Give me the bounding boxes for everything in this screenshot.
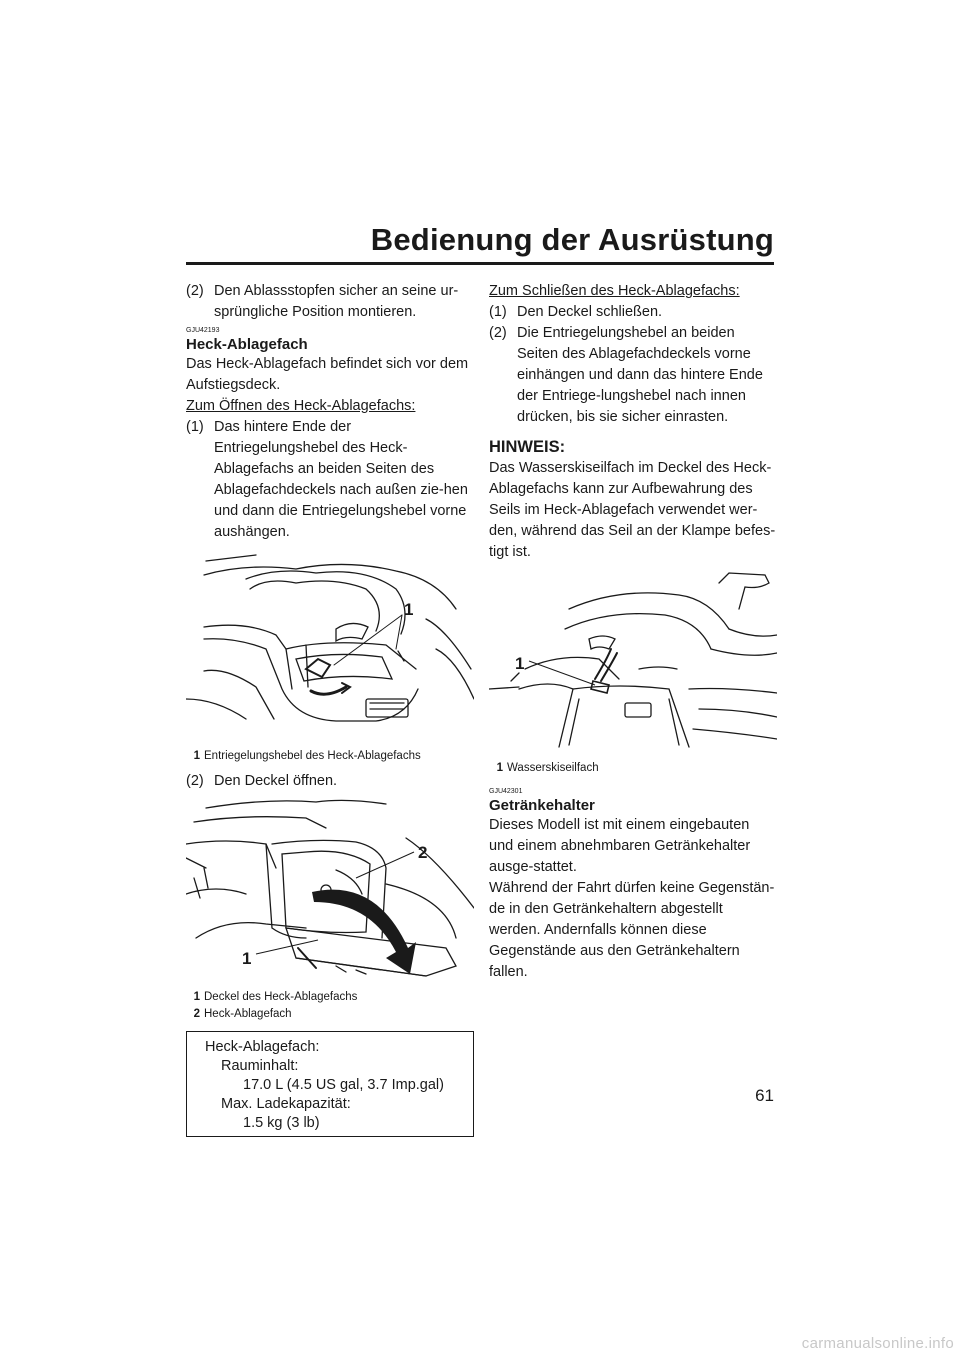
caption-number: 1 [496,762,503,774]
caption-number: 1 [193,750,200,762]
header-rule [186,262,774,265]
section-title-heck-ablagefach: Heck-Ablagefach [186,336,308,353]
callout-label: 1 [404,600,414,619]
illustration-open-lid [186,798,474,978]
spec-volume-value: 17.0 L (4.5 US gal, 3.7 Imp.gal) [243,1077,444,1093]
caption-text: Wasserskiseilfach [507,762,599,774]
step-text: Den Ablassstopfen sicher an seine ur-sprüngliche Position montieren. [214,283,459,320]
step-number: (1) [186,419,204,435]
section-title-getraenkehalter: Getränkehalter [489,797,595,814]
step-number: (2) [186,773,204,789]
section-code: GJU42301 [489,788,523,795]
caption-number: 2 [193,1008,200,1020]
left-column [186,281,474,1137]
step-number: (2) [489,325,507,341]
caption-text: Deckel des Heck-Ablagefachs [204,991,358,1003]
step-number: (2) [186,283,204,299]
callout-label-1: 1 [242,949,252,968]
step-text: Den Deckel schließen. [517,304,663,320]
page-title: Bedienung der Ausrüstung [370,222,774,257]
note-text: Das Wasserskiseilfach im Deckel des Heck-Ablagefachs kann zur Aufbewahrung des Seils im Heck-Ablagefach verwendet wer-den, während das Seil an der Klampe befes-tigt ist. [489,460,776,560]
open-heading: Zum Öffnen des Heck-Ablagefachs: [186,398,416,414]
spec-box [186,1031,474,1137]
page-number: 61 [755,1086,774,1105]
figure-caption [186,748,474,765]
section-body-1: Dieses Modell ist mit einem eingebauten und einem abnehmbaren Getränkehalter ausge-stattet. [489,817,751,875]
figure-ski-rope [489,569,777,756]
callout-label: 1 [515,654,525,673]
figure-open-lid [186,798,474,985]
step-text: Das hintere Ende der Entriegelungshebel des Heck-Ablagefachs an beiden Seiten des Ablagefachdeckels nach außen zie-hen und dann die Entriegelungshebel vorne aushängen. [214,419,468,540]
illustration-release-lever [186,549,474,737]
step-text: Den Deckel öffnen. [214,773,338,789]
figure-caption [186,989,474,1006]
caption-text: Entriegelungshebel des Heck-Ablagefachs [204,750,421,762]
intro-step [186,281,474,323]
figure-caption [489,760,777,777]
section-body: Das Heck-Ablagefach befindet sich vor dem Aufstiegsdeck. [186,356,469,393]
step-number: (1) [489,304,507,320]
close-step-2 [489,323,777,428]
close-heading: Zum Schließen des Heck-Ablagefachs: [489,283,740,299]
spec-load-value: 1.5 kg (3 lb) [243,1115,320,1131]
watermark: carmanualsonline.info [801,1335,954,1352]
section-body-2: Während der Fahrt dürfen keine Gegenstän-de in den Getränkehaltern abgestellt werden. Andernfalls können diese Gegenstände aus den Getränkehaltern fallen. [489,880,775,980]
illustration-ski-rope [489,569,777,749]
step-text: Die Entriegelungshebel an beiden Seiten des Ablagefachdeckels vorne einhängen und dann das hintere Ende der Entriege-lungshebel nach innen drücken, bis sie sicher einrasten. [517,325,763,425]
spec-volume-label: Rauminhalt: [221,1058,299,1074]
figure-release-lever [186,549,474,744]
caption-text: Heck-Ablagefach [204,1008,292,1020]
open-step-2 [186,771,474,792]
right-column [489,281,777,983]
caption-number: 1 [193,991,200,1003]
open-step-1 [186,417,474,543]
note-title: HINWEIS: [489,438,566,456]
spec-load-label: Max. Ladekapazität: [221,1096,351,1112]
section-code: GJU42193 [186,327,220,334]
callout-label-2: 2 [418,843,428,862]
spec-title: Heck-Ablagefach: [205,1039,320,1055]
close-step-1 [489,302,777,323]
figure-caption [186,1006,474,1023]
